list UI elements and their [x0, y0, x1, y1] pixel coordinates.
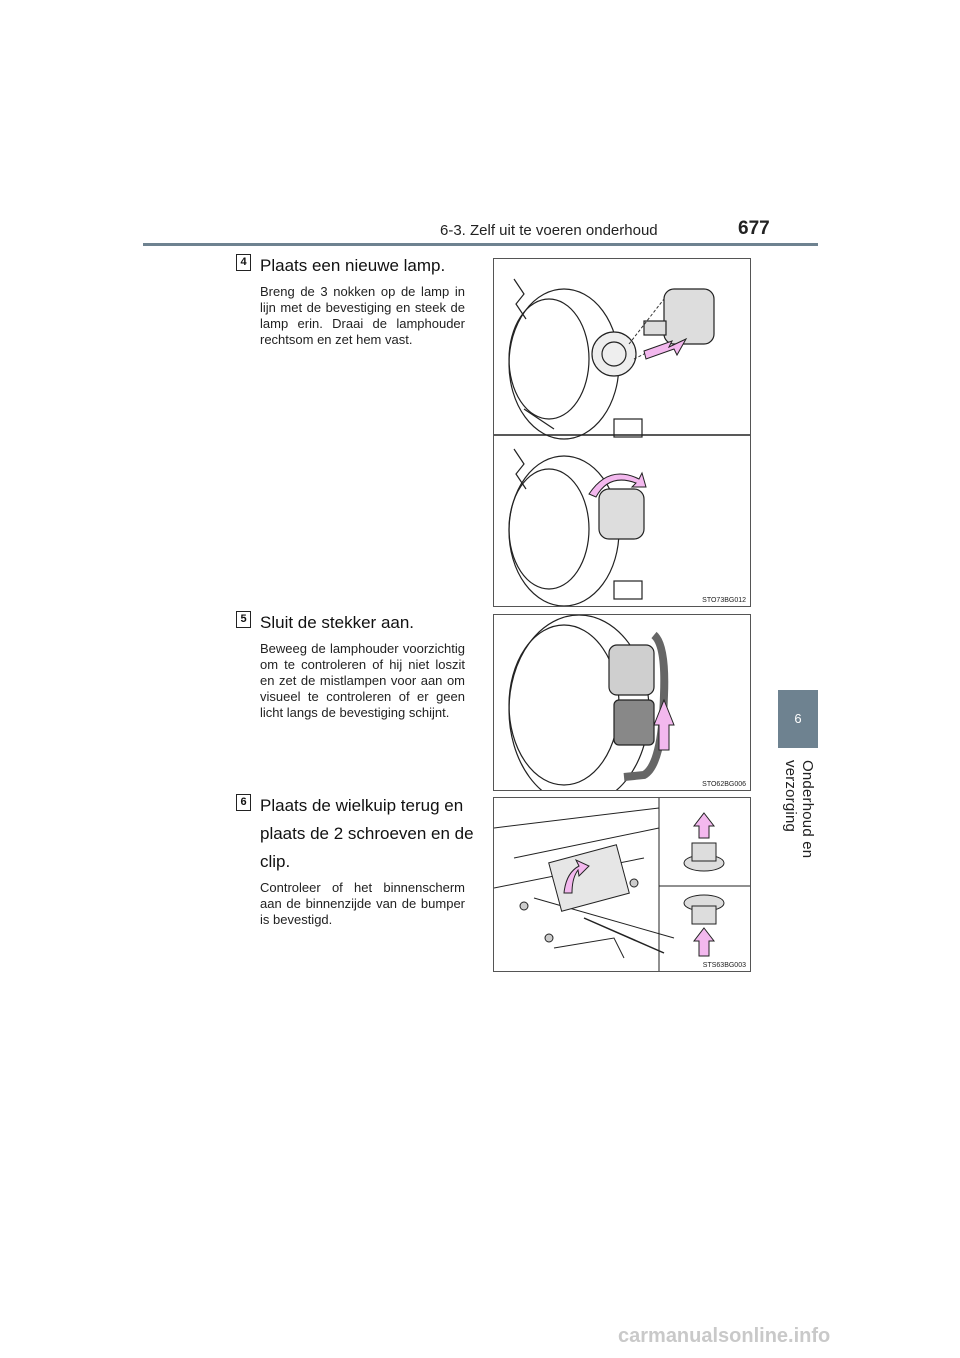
figure-connector: [493, 614, 751, 791]
figure-bulb-install: [493, 258, 751, 607]
figure-code: STO73BG012: [702, 597, 746, 604]
step-number-5: 5: [236, 611, 251, 628]
section-title: 6-3. Zelf uit te voeren onderhoud: [440, 222, 658, 239]
header-divider: [143, 243, 818, 246]
figure-wheel-liner: [493, 797, 751, 972]
step-number-6: 6: [236, 794, 251, 811]
step-body-6: Controleer of het binnenscherm aan de binnenzijde van de bumper is bevestigd.: [260, 880, 465, 927]
figure-code: STO62BG006: [702, 781, 746, 788]
chapter-title: Onderhoud en verzorging: [782, 760, 816, 859]
step-number-4: 4: [236, 254, 251, 271]
step-body-4: Breng de 3 nokken op de lamp in lijn met de bevestiging en steek de lamp erin. Draai de lamphouder rechtsom en zet hem vast.: [260, 284, 465, 347]
page-number: 677: [738, 218, 770, 239]
step-title-5: Sluit de stekker aan.: [260, 613, 415, 632]
footer-watermark[interactable]: carmanualsonline.info: [618, 1325, 831, 1347]
wheel-liner-illustration: [494, 798, 750, 971]
chapter-tab[interactable]: 6: [778, 690, 818, 748]
bulb-install-illustration: [494, 259, 750, 606]
step-title-6: Plaats de wielkuip terug en plaats de 2 schroeven en de clip.: [260, 796, 474, 871]
step-title-4: Plaats een nieuwe lamp.: [260, 256, 446, 275]
figure-code: STS63BG003: [702, 962, 746, 969]
step-body-5: Beweeg de lamphouder voorzichtig om te controleren of hij niet loszit en zet de mistlampen voor aan om visueel te controleren of er geen licht langs de bevestiging schijnt.: [260, 641, 465, 720]
connector-illustration: [494, 615, 750, 790]
